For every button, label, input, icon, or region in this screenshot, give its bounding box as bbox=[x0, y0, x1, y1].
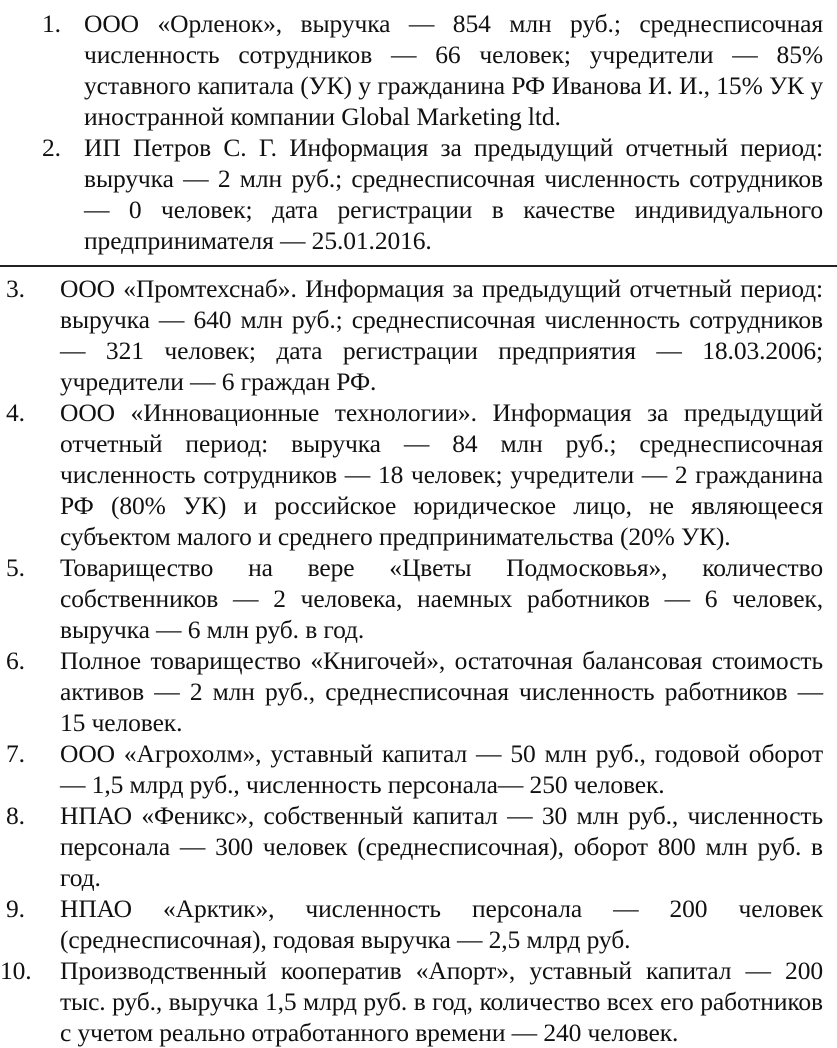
list-item-3 bbox=[0, 273, 837, 397]
list-text: ООО «Агрохолм», уставный капитал — 50 млн руб., годовой оборот — 1,5 млрд руб., численность персонала— 250 человек. bbox=[60, 739, 823, 799]
list-number: 3. bbox=[6, 274, 25, 303]
list-number: 4. bbox=[6, 398, 25, 427]
list-text: Товарищество на вере «Цветы Подмосковья», количество собственников — 2 человека, наемных работников — 6 человек, выручка — 6 млн руб. в год. bbox=[60, 553, 823, 644]
list-text: Полное товарищество «Книгочей», остаточная балансовая стоимость активов — 2 млн руб., среднесписочная численность работников — 15 человек. bbox=[60, 646, 823, 737]
page-divider bbox=[0, 265, 837, 267]
list-number: 9. bbox=[6, 894, 25, 923]
list-item-2 bbox=[0, 132, 837, 256]
list-item-6 bbox=[0, 645, 837, 738]
list-text: ООО «Орленок», выручка — 854 млн руб.; среднесписочная численность сотрудников — 66 человек; учредители — 85% уставного капитала (УК) у гражданина РФ Иванова И. И., 15% УК у иностранной компании Global Marketing ltd. bbox=[84, 9, 823, 131]
top-list bbox=[0, 8, 837, 256]
list-item-4 bbox=[0, 397, 837, 552]
list-number: 1. bbox=[42, 9, 61, 38]
list-number: 7. bbox=[6, 739, 25, 768]
list-item-10 bbox=[0, 955, 837, 1048]
list-number: 6. bbox=[6, 646, 25, 675]
list-item-5 bbox=[0, 552, 837, 645]
list-number: 10. bbox=[0, 956, 32, 985]
list-text: ИП Петров С. Г. Информация за предыдущий отчетный период: выручка — 2 млн руб.; среднесписочная численность сотрудников — 0 человек; дата регистрации в качестве индивидуального предпринимателя — 25.01.2016. bbox=[84, 133, 823, 255]
list-item-7 bbox=[0, 738, 837, 800]
list-text: НПАО «Арктик», численность персонала — 200 человек (среднесписочная), годовая выручка — 2,5 млрд руб. bbox=[60, 894, 823, 954]
bottom-list bbox=[0, 273, 837, 1048]
list-text: ООО «Промтехснаб». Информация за предыдущий отчетный период: выручка — 640 млн руб.; среднесписочная численность сотрудников — 321 человек; дата регистрации предприятия — 18.03.2006; учредители — 6 граждан РФ. bbox=[60, 274, 823, 396]
list-number: 2. bbox=[42, 133, 61, 162]
list-item-1 bbox=[0, 8, 837, 132]
list-item-8 bbox=[0, 800, 837, 893]
list-text: НПАО «Феникс», собственный капитал — 30 млн руб., численность персонала — 300 человек (среднесписочная), оборот 800 млн руб. в год. bbox=[60, 801, 823, 892]
list-number: 5. bbox=[6, 553, 25, 582]
list-item-9 bbox=[0, 893, 837, 955]
list-number: 8. bbox=[6, 801, 25, 830]
list-text: Производственный кооператив «Апорт», уставный капитал — 200 тыс. руб., выручка 1,5 млрд руб. в год, количество всех его работников с учетом реально отработанного времени — 240 человек. bbox=[60, 956, 823, 1047]
list-text: ООО «Инновационные технологии». Информация за предыдущий отчетный период: выручка — 84 млн руб.; среднесписочная численность сотрудников — 18 человек; учредители — 2 гражданина РФ (80% УК) и российское юридическое лицо, не являющееся субъектом малого и среднего предпринимательства (20% УК). bbox=[60, 398, 823, 551]
